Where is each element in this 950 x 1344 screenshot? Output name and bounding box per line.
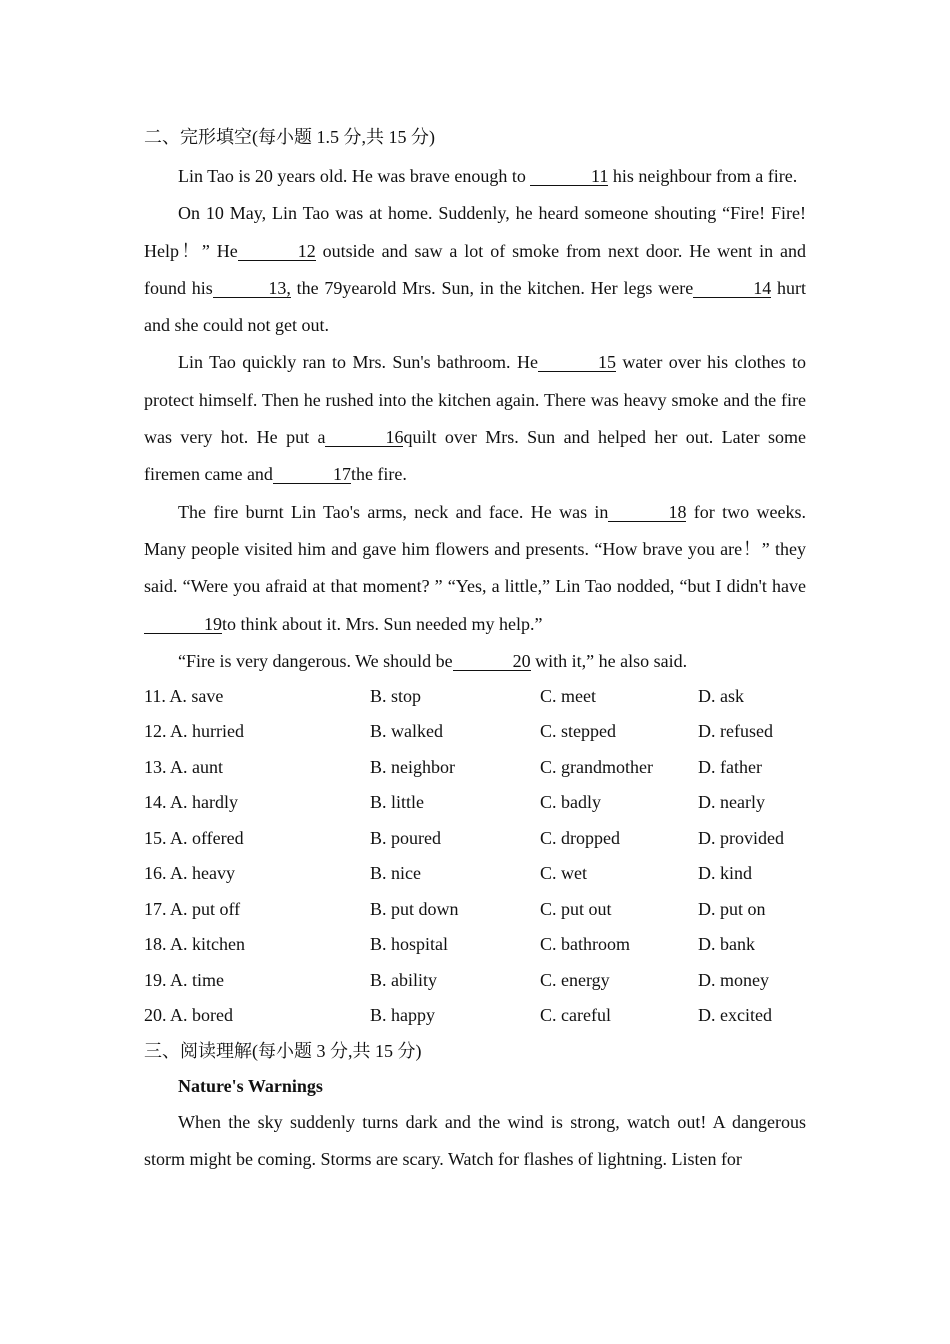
option-d: D. put on xyxy=(698,898,766,919)
option-row-18 xyxy=(144,927,806,963)
blank-number: 13, xyxy=(268,277,291,298)
option-a: 15. A. offered xyxy=(144,827,244,848)
blank-number: 18 xyxy=(668,501,687,522)
option-row-17 xyxy=(144,892,806,928)
text: for two weeks. Many people visited him and gave him flowers and presents. “How brave you are！” they said. “Were you afraid at that moment? ” “Yes, a little,” Lin Tao nodded, “but I didn't have xyxy=(144,501,806,597)
text: water over his clothes to protect himself. Then he rushed into the kitchen again. There was heavy smoke and the fire was very hot. He put a xyxy=(144,352,806,448)
option-a: 14. A. hardly xyxy=(144,792,238,813)
option-b: B. hospital xyxy=(370,934,449,955)
blank-number: 16 xyxy=(385,427,404,448)
option-row-20 xyxy=(144,998,806,1034)
option-d: D. father xyxy=(698,756,762,777)
blank-13 xyxy=(213,279,291,298)
text: outside and saw a lot of smoke from next door. He went in and found his xyxy=(144,240,806,298)
option-row-11 xyxy=(144,679,806,715)
option-row-13 xyxy=(144,750,806,786)
option-a: 11. A. save xyxy=(144,685,224,706)
option-b: B. put down xyxy=(370,898,459,919)
text: hurt and she could not get out. xyxy=(144,277,807,336)
cloze-paragraph-5 xyxy=(144,643,806,679)
option-c: C. badly xyxy=(540,792,601,813)
option-b: B. nice xyxy=(370,863,421,884)
option-c: C. meet xyxy=(540,685,596,706)
text: his neighbour from a fire. xyxy=(608,166,798,186)
blank-20 xyxy=(453,652,531,671)
option-c: C. put out xyxy=(540,898,612,919)
text: to think about it. Mrs. Sun needed my help.” xyxy=(222,613,543,634)
option-b: B. ability xyxy=(370,969,437,990)
text: On 10 May, Lin Tao was at home. Suddenly, he heard someone shouting “Fire! Fire! Help！” He xyxy=(144,203,806,261)
option-d: D. bank xyxy=(698,934,755,955)
blank-number: 12 xyxy=(297,240,316,261)
text: Lin Tao quickly ran to Mrs. Sun's bathroom. He xyxy=(178,352,538,373)
section-heading-reading: 三、阅读理解(每小题 3 分,共 15 分) xyxy=(144,1040,422,1061)
option-d: D. kind xyxy=(698,863,752,884)
cloze-paragraph-3 xyxy=(144,344,806,493)
text: with it,” he also said. xyxy=(530,650,688,671)
option-c: C. dropped xyxy=(540,827,620,848)
blank-17 xyxy=(273,465,351,484)
option-c: C. stepped xyxy=(540,721,616,742)
cloze-paragraph-4 xyxy=(144,494,806,643)
option-a: 16. A. heavy xyxy=(144,863,235,884)
cloze-paragraph-1 xyxy=(144,158,806,195)
option-row-16 xyxy=(144,856,806,892)
option-d: D. refused xyxy=(698,721,773,742)
document-content xyxy=(144,122,806,1179)
blank-number: 15 xyxy=(597,352,616,373)
option-a: 18. A. kitchen xyxy=(144,934,245,955)
option-b: B. neighbor xyxy=(370,756,455,777)
option-b: B. happy xyxy=(370,1005,435,1026)
text: “Fire is very dangerous. We should be xyxy=(178,650,453,671)
option-c: C. careful xyxy=(540,1005,611,1026)
option-row-15 xyxy=(144,821,806,857)
blank-14 xyxy=(693,279,771,298)
option-a: 19. A. time xyxy=(144,969,224,990)
section-heading-cloze: 二、完形填空(每小题 1.5 分,共 15 分) xyxy=(144,127,435,147)
text: Lin Tao is 20 years old. He was brave enough to xyxy=(178,166,531,186)
option-a: 13. A. aunt xyxy=(144,756,223,777)
blank-number: 20 xyxy=(512,650,531,671)
blank-number: 19 xyxy=(204,613,222,634)
option-b: B. little xyxy=(370,792,424,813)
cloze-paragraph-2 xyxy=(144,195,806,344)
option-c: C. wet xyxy=(540,863,587,884)
passage-title: Nature's Warnings xyxy=(178,1075,323,1096)
blank-12 xyxy=(238,242,316,261)
blank-19 xyxy=(144,615,222,634)
blank-15 xyxy=(538,353,616,372)
blank-18 xyxy=(608,503,686,522)
option-d: D. nearly xyxy=(698,792,765,813)
blank-number: 17 xyxy=(332,464,351,485)
option-b: B. poured xyxy=(370,827,441,848)
reading-paragraph-1: When the sky suddenly turns dark and the wind is strong, watch out! A dangerous storm might be coming. Storms are scary. Watch for flashes of lightning. Listen for xyxy=(144,1111,806,1170)
option-c: C. energy xyxy=(540,969,610,990)
option-c: C. bathroom xyxy=(540,934,630,955)
option-d: D. excited xyxy=(698,1005,772,1026)
option-row-14 xyxy=(144,785,806,821)
text: the fire. xyxy=(350,464,407,485)
blank-11 xyxy=(530,167,608,186)
option-row-19 xyxy=(144,963,806,999)
option-a: 20. A. bored xyxy=(144,1005,233,1026)
option-a: 12. A. hurried xyxy=(144,721,244,742)
option-c: C. grandmother xyxy=(540,756,653,777)
blank-number: 14 xyxy=(753,277,772,298)
blank-16 xyxy=(325,428,403,447)
option-b: B. walked xyxy=(370,721,443,742)
text: quilt over Mrs. Sun and helped her out. Later some firemen came and xyxy=(144,427,806,485)
option-d: D. ask xyxy=(698,685,744,706)
text: the 79yearold Mrs. Sun, in the kitchen. Her legs were xyxy=(290,277,694,298)
text: The fire burnt Lin Tao's arms, neck and face. He was in xyxy=(178,501,609,522)
option-a: 17. A. put off xyxy=(144,898,241,919)
blank-number: 11 xyxy=(590,166,609,186)
option-b: B. stop xyxy=(370,685,422,706)
option-d: D. money xyxy=(698,969,769,990)
option-d: D. provided xyxy=(698,827,784,848)
option-row-12 xyxy=(144,714,806,750)
options-list xyxy=(144,679,806,1034)
